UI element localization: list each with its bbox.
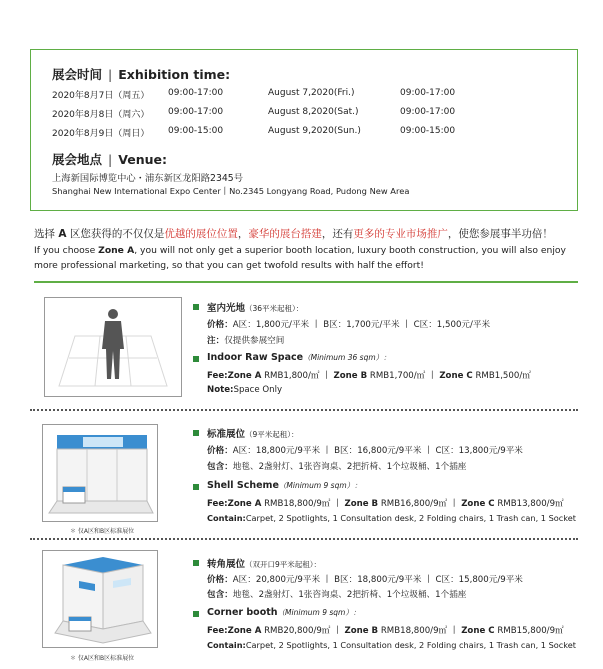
zone-label: Zone C	[461, 499, 495, 509]
venue-address-en: Shanghai New International Expo Center丨No.2345 Longyang Road, Pudong New Area	[52, 186, 410, 196]
title-text: 转角展位	[207, 559, 246, 570]
schedule-time-cn-2: 09:00-17:00	[168, 107, 224, 117]
schedule-date-cn-2: 2020年8月8日（周六）	[52, 110, 150, 120]
corner-booth-contains-en	[207, 640, 576, 650]
zone-fee: RMB20,800/9㎡ 丨	[261, 626, 345, 636]
zone-fee: RMB18,800/9㎡ 丨	[261, 499, 345, 509]
pitch-en-text: , you will not only get a superior booth location, luxury booth construction, you will also enjoy more professional marketing, so that you can get twofold results with half the effort!	[34, 245, 566, 271]
raw-space-note-en	[207, 385, 282, 395]
pitch-cn-text: 区您获得的不仅仅是	[69, 228, 165, 240]
time-label-en: Exhibition time:	[118, 67, 231, 82]
corner-booth-illustration	[42, 550, 158, 648]
schedule-date-en-3: August 9,2020(Sun.)	[268, 126, 361, 136]
zone-fee: RMB1,800/㎡ 丨	[261, 371, 334, 381]
shell-scheme-fee-en	[207, 497, 564, 509]
zone-label: Zone A	[227, 371, 262, 381]
bullet-icon	[193, 304, 199, 310]
corner-booth-icon	[43, 551, 157, 647]
corner-booth-title-cn	[207, 556, 321, 570]
shell-scheme-price-cn	[207, 444, 523, 456]
bullet-icon	[193, 484, 199, 490]
pitch-cn-text: 选择	[34, 228, 55, 240]
pitch-en-text: If you choose	[34, 245, 99, 256]
schedule-time-en-1: 09:00-17:00	[400, 88, 456, 98]
raw-space-title-en	[207, 352, 391, 363]
row-value: Carpet, 2 Spotlights, 1 Consultation desk, 2 Folding chairs, 1 Trash can, 1 Socket	[245, 640, 576, 650]
zone-fee: RMB1,500/㎡	[472, 371, 531, 381]
schedule-time-en-2: 09:00-17:00	[400, 107, 456, 117]
pitch-cn-text: ，	[237, 228, 249, 240]
pitch-cn-text: ，还有	[321, 228, 354, 240]
raw-space-title-cn	[207, 300, 303, 314]
section-divider	[34, 281, 578, 283]
title-sub: （Minimum 9 sqm）：	[278, 481, 362, 490]
row-value: A区：1,800元/平米 丨 B区：1,700元/平米 丨 C区：1,500元/平米	[232, 320, 491, 330]
raw-space-fee-en	[207, 369, 531, 381]
zone-label: Zone B	[344, 626, 379, 636]
row-label: Fee:	[207, 626, 228, 636]
row-label: Contain:	[207, 640, 246, 650]
schedule-date-en-2: August 8,2020(Sat.)	[268, 107, 359, 117]
row-label: 注：	[207, 336, 225, 346]
bullet-icon	[193, 430, 199, 436]
raw-space-price-cn	[207, 318, 490, 330]
row-label: Fee:	[207, 371, 228, 381]
pitch-highlight-marketing: 更多的专业市场推广	[353, 228, 448, 240]
corner-booth-caption: ＊ 仅A区和B区标准展位	[70, 655, 135, 662]
row-label: 价格：	[207, 320, 233, 330]
pitch-en-zone: Zone A	[98, 245, 135, 256]
row-label: Fee:	[207, 499, 228, 509]
person-on-grid-icon	[45, 298, 181, 396]
zone-fee: RMB13,800/9㎡	[494, 499, 564, 509]
row-label: 包含：	[207, 590, 233, 600]
zone-fee: RMB16,800/9㎡ 丨	[378, 499, 462, 509]
shell-scheme-caption: ＊ 仅A区和B区标准展位	[70, 528, 135, 535]
row-value: A区：18,800元/9平米 丨 B区：16,800元/9平米 丨 C区：13,800元/9平米	[232, 446, 523, 456]
time-label-cn: 展会时间	[52, 67, 103, 82]
title-sub: （Minimum 36 sqm）：	[303, 353, 391, 362]
dotted-divider	[30, 409, 578, 411]
corner-booth-title-en	[207, 607, 360, 618]
row-value: A区：20,800元/9平米 丨 B区：18,800元/9平米 丨 C区：15,800元/9平米	[232, 575, 523, 585]
title-text: 标准展位	[207, 429, 246, 440]
shell-scheme-title-en	[207, 480, 362, 491]
shell-scheme-title-cn	[207, 426, 299, 440]
venue-label-cn: 展会地点	[52, 152, 103, 167]
schedule-time-cn-1: 09:00-17:00	[168, 88, 224, 98]
shell-scheme-illustration	[42, 424, 158, 522]
zone-label: Zone A	[227, 499, 262, 509]
row-label: 价格：	[207, 446, 233, 456]
corner-booth-price-cn	[207, 573, 523, 585]
row-value: 地毯、2盏射灯、1张咨询桌、2把折椅、1个垃圾桶、1个插座	[232, 590, 467, 600]
bullet-icon	[193, 611, 199, 617]
row-value: Space Only	[233, 385, 283, 395]
row-value: Carpet, 2 Spotlights, 1 Consultation desk, 2 Folding chairs, 1 Trash can, 1 Socket	[245, 513, 576, 523]
pitch-cn-zone: A	[58, 228, 67, 240]
row-label: 价格：	[207, 575, 233, 585]
schedule-date-cn-1: 2020年8月7日（周五）	[52, 91, 150, 101]
title-text: 室内光地	[207, 303, 246, 314]
schedule-date-cn-3: 2020年8月9日（周日）	[52, 129, 150, 139]
corner-booth-fee-en	[207, 624, 564, 636]
title-sub: （双开口9平米起租）：	[245, 560, 322, 569]
raw-space-note-cn	[207, 334, 284, 346]
zone-a-pitch-cn	[34, 226, 553, 241]
zone-fee: RMB15,800/9㎡	[494, 626, 564, 636]
title-text: Shell Scheme	[207, 480, 279, 491]
zone-fee: RMB18,800/9㎡ 丨	[378, 626, 462, 636]
raw-space-illustration	[44, 297, 182, 397]
pitch-highlight-construction: 豪华的展台搭建	[248, 228, 322, 240]
title-text: Corner booth	[207, 607, 278, 618]
pitch-highlight-location: 优越的展位位置	[164, 228, 238, 240]
bullet-icon	[193, 356, 199, 362]
zone-a-pitch-en	[34, 243, 579, 273]
row-value: 仅提供参展空间	[224, 336, 285, 346]
zone-label: Zone A	[227, 626, 262, 636]
shell-booth-icon	[43, 425, 157, 521]
row-label: Contain:	[207, 513, 246, 523]
schedule-date-en-1: August 7,2020(Fri.)	[268, 88, 355, 98]
title-sub: （9平米起租）：	[245, 430, 299, 439]
title-sub: （36平米起租）：	[245, 304, 304, 313]
zone-fee: RMB1,700/㎡ 丨	[367, 371, 440, 381]
row-label: Note:	[207, 385, 234, 395]
title-sub: （Minimum 9 sqm）：	[277, 608, 361, 617]
row-value: 地毯、2盏射灯、1张咨询桌、2把折椅、1个垃圾桶、1个插座	[232, 462, 467, 472]
venue-heading: 展会地点 | Venue:	[52, 152, 167, 167]
dotted-divider	[30, 538, 578, 540]
row-label: 包含：	[207, 462, 233, 472]
bullet-icon	[193, 560, 199, 566]
venue-address-cn: 上海新国际博览中心・浦东新区龙阳路2345号	[52, 173, 244, 184]
pitch-cn-text: ，使您参展事半功倍！	[447, 228, 553, 240]
shell-scheme-includes-cn	[207, 460, 466, 472]
zone-label: Zone B	[333, 371, 368, 381]
zone-label: Zone C	[461, 626, 495, 636]
schedule-time-en-3: 09:00-15:00	[400, 126, 456, 136]
venue-label-en: Venue:	[118, 152, 167, 167]
title-text: Indoor Raw Space	[207, 352, 304, 363]
shell-scheme-contains-en	[207, 513, 576, 523]
schedule-time-cn-3: 09:00-15:00	[168, 126, 224, 136]
zone-label: Zone B	[344, 499, 379, 509]
exhibition-time-heading: 展会时间 | Exhibition time:	[52, 67, 231, 82]
corner-booth-includes-cn	[207, 588, 466, 600]
zone-label: Zone C	[439, 371, 473, 381]
